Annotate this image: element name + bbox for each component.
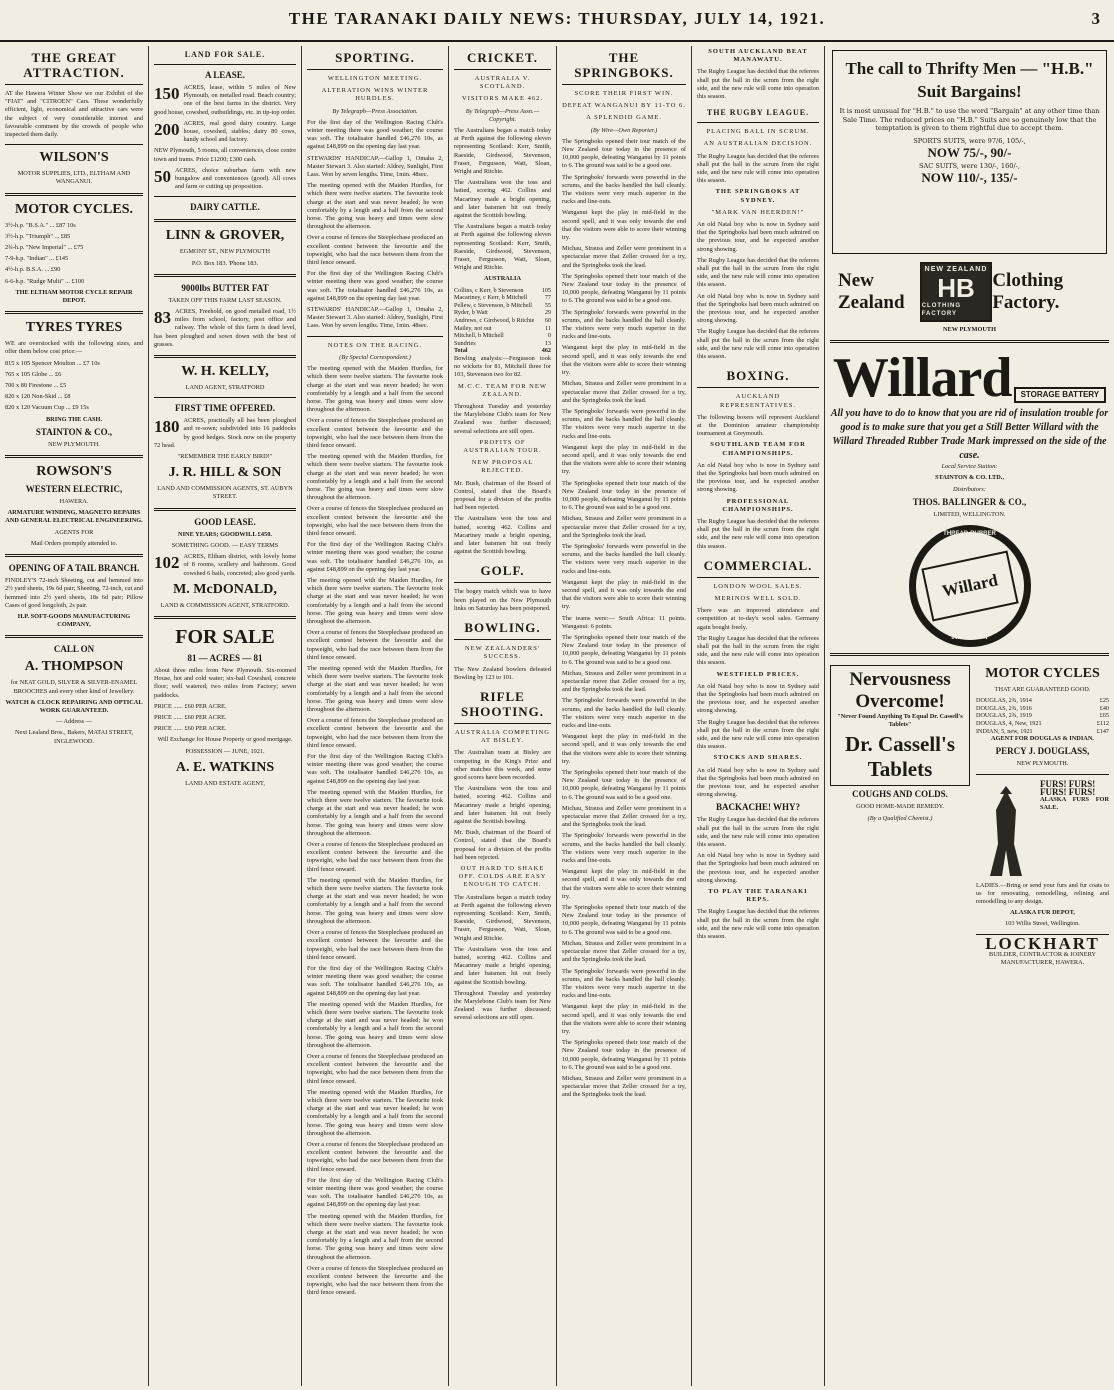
- article-body: For the first day of the Wellington Racing Club's winter meeting there was good weather; the course was soft. The totalisator handled £46,276 10s, as against £48,899 on the opening day last year.: [307, 1176, 443, 1209]
- article-body: Michau, Strauss and Zeller were prominent in a spectacular move that Zeller crossed for a try, and the Springboks took the lead.: [562, 939, 686, 964]
- article-body: For the first day of the Wellington Racing Club's winter meeting there was good weather; the course was soft. The totalisator handled £46,276 10s, as against £48,899 on the opening day last year.: [307, 964, 443, 997]
- column-springboks: [557, 46, 692, 1386]
- nz-clothing-factory-banner: [830, 258, 1109, 326]
- article-body: An old Natal boy who is now in Sydney said that the Springboks had been much admired on the previous tour, and he expected another strong showing.: [697, 852, 819, 884]
- article-body: Wanganui kept the play in mid-field in the second spell, and it was only towards the end that the visitors were able to score their winning try.: [562, 443, 686, 476]
- mark-van-heerden: "MARK VAN HEERDEN!": [711, 208, 805, 216]
- visitors-462: VISITORS MAKE 462.: [462, 95, 543, 103]
- article-body: Michau, Strauss and Zeller were prominent in a spectacular move that Zeller crossed for a try, and the Springboks took the lead.: [562, 669, 686, 694]
- clothing-factory-text: Clothing Factory.: [992, 270, 1064, 313]
- mcdonald: M. McDONALD,: [173, 581, 277, 597]
- article-body: The Australians won the toss and batted, scoring 462. Collins and Macartney made a bright opening, and later batsmen hit out freely against the Scottish bowling.: [454, 785, 551, 825]
- agent-for: AGENT FOR DOUGLAS & INDIAN.: [991, 735, 1094, 743]
- article-body: The Springboks opened their tour match of the New Zealand tour today in the presence of 10,000 people, defeating Wanganui by 11 points to 6. The ground was said to be a good one.: [562, 904, 686, 936]
- sports-suits: SPORTS SUITS, were 97/6, 105/-,: [913, 136, 1026, 145]
- article-body: The Rugby League has decided that the referees shall put the ball in the scrum from the right side, and the new rule will come into operation this season.: [697, 68, 819, 101]
- cycle-row: 3½-h.p. "Triumph" ... £85: [5, 232, 71, 240]
- auckland-reps: AUCKLAND REPRESENTATIVES.: [720, 393, 796, 409]
- guaranteed: THAT ARE GUARANTEED GOOD.: [994, 686, 1091, 694]
- linn-grover: LINN & GROVER,: [165, 228, 285, 244]
- article-body: The meeting opened with the Maiden Hurdles, for which there were twelve starters. The favourite took charge at the start and was never headed; he won comfortably by a length and a half from the second horse. The going was heavy and times were slow throughout the afternoon.: [307, 1088, 443, 1137]
- acres-81: 81 — ACRES — 81: [187, 652, 263, 663]
- bowling-text: The New Zealand bowlers defeated Bowling by 123 to 101.: [454, 665, 551, 681]
- cycle-row: 4½-h.p. B.S.A. ... £90: [5, 266, 61, 274]
- price-row: PRICE ...... £60 PER ACRE.: [154, 702, 227, 710]
- westfield-prices: WESTFIELD PRICES.: [716, 670, 800, 678]
- local-station: Local Service Station:: [941, 463, 998, 471]
- column-news-right: [692, 46, 825, 1386]
- percy-douglass: PERCY J. DOUGLASS,: [995, 746, 1090, 757]
- exchange: Will Exchange for House Property or good mortgage.: [157, 736, 293, 744]
- article-body: For the first day of the Wellington Racing Club's winter meeting there was good weather; the course was soft. The totalisator handled £46,276 10s, as against £48,899 on the opening day last year.: [307, 541, 443, 573]
- article-body: Over a course of fences the Steeplechase produced an excellent contest between the favourite and the topweight, who had the race between them from the third fence onward.: [307, 929, 443, 961]
- tyre-row: 815 x 105 Spencer Moulton ... £7 10s: [5, 359, 100, 367]
- bowling-analysis: Bowling analysis:—Fergusson took no wickets for 81, Mitchell three for 103, Stevenson two for 82.: [454, 355, 551, 379]
- article-body: The meeting opened with the Maiden Hurdles, for which there were twelve starters. The favourite took charge at the start and was never headed; he won comfortably by a length and a half from the second horse. The going was heavy and times were slow throughout the afternoon.: [307, 1212, 443, 1261]
- kelly-heading: W. H. KELLY,: [181, 364, 269, 380]
- article-body: An old Natal boy who is now in Sydney said that the Springboks had been much admired on the previous tour, and he expected another strong showing.: [697, 766, 819, 799]
- table-row: Mailey, not out 11: [454, 324, 551, 332]
- springboks-heading: THE SPRINGBOKS.: [562, 46, 686, 85]
- listing-102-acres: 102 ACRES, Eltham district, with lovely home of 8 rooms, scullery and bathroom. Good cowshed 6 bails, concreted; also good yards.: [154, 553, 296, 577]
- article-body: An old Natal boy who is now in Sydney said that the Springboks had been much admired on the previous tour, and he expected another strong showing.: [697, 292, 819, 325]
- article-body: The Springboks opened their tour match of the New Zealand tour today in the presence of 10,000 people, defeating Wanganui by 11 points to 6. The ground was said to be a good one.: [562, 1039, 686, 1071]
- page-number: 3: [1091, 9, 1100, 28]
- article-body: The Rugby League has decided that the referees shall put the ball in the scrum from the right side, and the new rule will come into operation this season.: [697, 152, 819, 185]
- article-body: The Springboks' forwards were powerful in the scrums, and the backs handled the ball cleanly. The visitors were very much superior in the rucks and line-outs.: [562, 407, 686, 440]
- article-body: The Australians began a match today at Perth against the following eleven representing Scotland: Kerr, Smith, Raeside, Girdwood, Stevenson, Fraser, Fergusson, Watt, Sloan, Wright and Ritchie.: [454, 127, 551, 176]
- butter-fat: 9000lbs BUTTER FAT: [181, 282, 269, 293]
- listing-new-plymouth: NEW Plymouth, 5 rooms, all conveniences, close centre town and trams. Price £1200; £300 cash.: [154, 147, 296, 163]
- kelly-sub: LAND AGENT, STRATFORD: [185, 384, 265, 392]
- mail-orders: Mail Orders promptly attended to.: [30, 539, 118, 547]
- lockhart: LOCKHART: [985, 933, 1100, 953]
- article-body: Michau, Strauss and Zeller were prominent in a spectacular move that Zeller crossed for a try, and the Springboks took the lead.: [562, 1074, 686, 1099]
- article-body: Mr. Bush, chairman of the Board of Control, stated that the Board's proposal for a division of the profits had been rejected.: [454, 829, 551, 861]
- furs-1: FURS! FURS!: [1040, 778, 1096, 789]
- backache: BACKACHE! WHY?: [715, 802, 801, 813]
- article-body: Over a course of fences the Steeplechase produced an excellent contest between the favourite and the topweight, who had the race between them from the third fence onward.: [307, 1140, 443, 1173]
- dairy-cattle: DAIRY CATTLE.: [190, 202, 260, 213]
- stainton-station: STAINTON & CO. LTD.,: [935, 474, 1004, 482]
- table-row: DOUGLAS, 2¾, 1914 £25: [976, 697, 1109, 705]
- article-body: The meeting opened with the Maiden Hurdles, for which there were twelve starters. The favourite took charge at the start and was never headed; he won comfortably by a length and a half from the second horse. The going was heavy and times were slow throughout the afternoon.: [307, 453, 443, 502]
- boxing-heading: BOXING.: [697, 364, 819, 388]
- motor-cycles-ad: [976, 662, 1109, 970]
- australia-scotland: AUSTRALIA V. SCOTLAND.: [474, 75, 531, 91]
- article-body: An old Natal boy who is now in Sydney said that the Springboks had been much admired on the previous tour, and he expected another strong showing.: [697, 221, 819, 253]
- splendid-game: A SPLENDID GAME.: [586, 114, 662, 122]
- wellington-meeting: WELLINGTON MEETING.: [327, 75, 423, 82]
- table-row: Mitchell, b Mitchell 0: [454, 332, 551, 340]
- article-body: The Springboks opened their tour match of the New Zealand tour today in the presence of 10,000 people, defeating Wanganui by 11 points to 6. The ground was said to be a good one.: [562, 479, 686, 512]
- boxing-text: The following boxers will represent Auckland at the Dominion amateur championship tournament at Greymouth.: [697, 413, 819, 438]
- percy-sub: NEW PLYMOUTH.: [1016, 760, 1069, 768]
- listing-81-acres: About three miles from New Plymouth. Six-roomed House, hot and cold water; six-bail Cowshed, concrete floor; well watered; two miles from Factory; seven paddocks.: [154, 666, 296, 699]
- something-good: SOMETHING GOOD. — EASY TERMS: [171, 541, 279, 549]
- willard-logo: Willard: [832, 347, 1012, 410]
- tyre-row: 765 x 105 Globe ... £6: [5, 370, 62, 378]
- article-body: STEWARDS' HANDICAP.—Gallop 1, Omaha 2, Master Stewart 3. Also started: Aldrey, Sunlight, First Lass. Won by seven lengths. Time, 1min. 48sec.: [307, 154, 443, 179]
- article-body: The Springboks opened their tour match of the New Zealand tour today in the presence of 10,000 people, defeating Wanganui by 11 points to 6. The ground was said to be a good one.: [562, 272, 686, 305]
- stocks-shares: STOCKS AND SHARES.: [713, 754, 803, 762]
- cycle-row: 6-6-h.p. "Rudge Multi" ... £100: [5, 277, 85, 285]
- table-row: DOUGLAS, 2¾, 1919 £65: [976, 712, 1109, 720]
- byline: (By Wire—Own Reporter.): [590, 126, 658, 134]
- article-body: Wanganui kept the play in mid-field in the second spell, and it was only towards the end that the visitors were able to score their winning try.: [562, 868, 686, 900]
- commercial-heading: COMMERCIAL.: [697, 554, 819, 578]
- stainton-sub: NEW PLYMOUTH.: [48, 440, 100, 448]
- willard-text: All you have to do to know that you are rid of insulation trouble for good is to make sure that you get a Still Better Willard with the Willard Threaded Rubber Trade Mark impressed on the side of the case.: [830, 408, 1109, 462]
- defeat-wanganui: DEFEAT WANGANUI BY 11-TO 6.: [562, 102, 686, 110]
- western-sub: HAWERA.: [59, 498, 89, 506]
- article-body: An old Natal boy who is now in Sydney said that the Springboks had been much admired on the previous tour, and he expected another strong showing.: [697, 461, 819, 494]
- article-body: The Springboks' forwards were powerful in the scrums, and the backs handled the ball cleanly. The visitors were very much superior in the rucks and line-outs.: [562, 542, 686, 575]
- stainton-heading: STAINTON & CO.,: [35, 426, 113, 437]
- article-body: The Springboks' forwards were powerful in the scrums, and the backs handled the ball cleanly. The visitors were very much superior in the rucks and line-outs.: [562, 832, 686, 865]
- a-lease-heading: A LEASE.: [204, 70, 246, 80]
- cycle-row: 2¾-h.p. "New Imperial" ... £75: [5, 244, 84, 252]
- tyres-text: WE are overstocked with the following sizes, and offer them below cost price:—: [5, 340, 143, 356]
- article-body: The meeting opened with the Maiden Hurdles, for which there were twelve starters. The favourite took charge at the start and was never headed; he won comfortably by a length and a half from the second horse. The going was heavy and times were slow throughout the afternoon.: [307, 1000, 443, 1049]
- article-body: The Australians began a match today at Perth against the following eleven representing Scotland: Kerr, Smith, Raeside, Girdwood, Stevenson, Fraser, Fergusson, Watt, Sloan, Wright and Ritchie.: [454, 893, 551, 942]
- chemist: (By a Qualified Chemist.): [867, 814, 933, 822]
- scorecard-table: [454, 287, 551, 355]
- article-body: The Rugby League has decided that the referees shall put the ball in the scrum from the right side, and the new rule will come into operation this season.: [697, 718, 819, 751]
- teams-text: The teams were:— South Africa: 11 points. Wanganui: 6 points.: [562, 614, 686, 630]
- south-auckland: SOUTH AUCKLAND BEAT MANAWATU.: [708, 48, 808, 64]
- article-body: The Springboks opened their tour match of the New Zealand tour today in the presence of 10,000 people, defeating Wanganui by 11 points to 6. The ground was said to be a good one.: [562, 769, 686, 801]
- article-body: Over a course of fences the Steeplechase produced an excellent contest between the favourite and the topweight, who had the race between them from the third fence onward.: [307, 717, 443, 749]
- aus-decision: AN AUSTRALIAN DECISION.: [703, 140, 813, 148]
- armature-text: ARMATURE WINDING, MAGNETO REPAIRS AND GENERAL ELECTRICAL ENGINEERING.: [5, 509, 143, 525]
- article-body: Mr. Bush, chairman of the Board of Control, stated that the Board's proposal for a division of the profits had been rejected.: [454, 479, 551, 512]
- article-body: The Australians began a match today at Perth against the following eleven representing Scotland: Kerr, Smith, Raeside, Girdwood, Stevenson, Fraser, Fergusson, Watt, Sloan, Wright and Ritchie.: [454, 223, 551, 272]
- article-body: The Springboks opened their tour match of the New Zealand tour today in the presence of 10,000 people, defeating Wanganui by 11 points to 6. The ground was said to be a good one.: [562, 137, 686, 170]
- first-time: FIRST TIME OFFERED.: [175, 403, 275, 414]
- notes-racing: NOTES ON THE RACING.: [327, 341, 423, 349]
- thread-rubber-seal-icon: THREAD-RUBBER Willard INSULATION: [909, 525, 1031, 647]
- home-remedy: GOOD HOME-MADE REMEDY.: [856, 803, 944, 811]
- agents-for: AGENTS FOR: [54, 528, 94, 536]
- lockhart-sub: BUILDER, CONTRACTOR & JOINERY MANUFACTURER, HAWERA.: [989, 950, 1096, 967]
- article-body: The meeting opened with the Maiden Hurdles, for which there were twelve starters. The favourite took charge at the start and was never headed; he won comfortably by a length and a half from the second horse. The going was heavy and times were slow throughout the afternoon.: [307, 788, 443, 837]
- column-display-ads: [825, 46, 1114, 1386]
- article-body: The Springboks' forwards were powerful in the scrums, and the backs handled the ball cleanly. The visitors were very much superior in the rucks and line-outs.: [562, 697, 686, 730]
- hb-logo: NEW ZEALAND HB CLOTHING FACTORY: [920, 262, 993, 322]
- article-body: The meeting opened with the Maiden Hurdles, for which there were twelve starters. The favourite took charge at the start and was never headed; he won comfortably by a length and a half from the second horse. The going was heavy and times were slow throughout the afternoon.: [307, 365, 443, 414]
- motor-cycles-heading: MOTOR CYCLES: [985, 666, 1100, 682]
- listing-50-acres: 50 ACRES, choice suburban farm with new bungalow and conveniences (good). All cows and farm or cutting up proposition.: [154, 166, 296, 191]
- now-price-2: NOW 110/-, 135/-: [921, 170, 1018, 186]
- watkins-sub: LAND AND ESTATE AGENT,: [185, 779, 265, 787]
- rifle-text: The Australian team at Bisley are competing in the King's Prize and other matches this week, and some good scores have been recorded.: [454, 749, 551, 781]
- storage-battery-badge: STORAGE BATTERY: [1014, 387, 1107, 403]
- taranaki-reps: TO PLAY THE TARANAKI REPS.: [708, 888, 808, 904]
- article-body: The Australians won the toss and batted, scoring 462. Collins and Macartney made a bright opening, and later batsmen hit out freely against the Scottish bowling.: [454, 945, 551, 986]
- new-zealand-text: New Zealand: [838, 270, 905, 313]
- now-price-1: NOW 75/-, 90/-: [927, 145, 1012, 161]
- opening-branch: OPENING OF A TAIL BRANCH.: [8, 563, 140, 574]
- eltham-repair-depot: THE ELTHAM MOTOR CYCLE REPAIR DEPOT.: [15, 288, 133, 305]
- column-cricket: [449, 46, 557, 1386]
- article-body: For the first day of the Wellington Racing Club's winter meeting there was good weather; the course was soft. The totalisator handled £46,276 10s, as against £48,899 on the opening day last year.: [307, 118, 443, 151]
- first-win: SCORE THEIR FIRST WIN.: [574, 90, 674, 97]
- price-row: PRICE ...... £60 PER ACRE.: [154, 725, 227, 733]
- bring-cash: BRING THE CASH.: [45, 415, 103, 423]
- byline: By Telegraph—Press Association.: [332, 107, 418, 115]
- article-body: The Springboks' forwards were powerful in the scrums, and the backs handled the ball cleanly. The visitors were very much superior in the rucks and line-outs.: [562, 308, 686, 341]
- linn-po: P.O. Box 183. 'Phone 183.: [191, 259, 259, 267]
- merinos: MERINOS WELL SOLD.: [714, 594, 802, 602]
- article-body: The Rugby League has decided that the referees shall put the ball in the scrum from the right side, and the new rule will come into operation this season.: [697, 256, 819, 289]
- column-land-for-sale: [149, 46, 302, 1386]
- thompson-sub: for NEAT GOLD, SILVER & SILVER-ENAMEL BROOCHES and every other kind of Jewellery.: [10, 679, 138, 695]
- special-correspondent: (By Special Correspondent.): [339, 353, 411, 361]
- rugby-league: THE RUGBY LEAGUE.: [697, 104, 819, 123]
- table-row: Total 462: [454, 347, 551, 355]
- new-proposal: NEW PROPOSAL REJECTED.: [471, 459, 534, 475]
- golf-heading: GOLF.: [454, 559, 551, 583]
- cycle-row: 3½-h.p. "B.S.A." ... £87 10s: [5, 221, 76, 229]
- article-body: For the first day of the Wellington Racing Club's winter meeting there was good weather; the course was soft. The totalisator handled £46,276 10s, as against £48,899 on the opening day last year.: [307, 753, 443, 785]
- london-wool: LONDON WOOL SALES.: [713, 582, 803, 590]
- headline-great-attraction: THE GREAT ATTRACTION.: [5, 46, 143, 85]
- tyre-row: 820 x 120 Vacuum Cup ... £9 15s: [5, 404, 89, 412]
- article-body: The Australians won the toss and batted, scoring 462. Collins and Macartney made a bright opening, and later batsmen hit out freely against the Scottish bowling.: [454, 179, 551, 220]
- golf-text: The bogey match which was to have been played on the New Plymouth links on Saturday has been postponed.: [454, 588, 551, 612]
- tyre-row: 700 x 80 Firestone ... £5: [5, 382, 67, 390]
- address: Next Lealand Bros., Bakers, MATAI STREET, INGLEWOOD.: [14, 729, 134, 745]
- article-body: Throughout Tuesday and yesterday the Marylebone Club's team for New Zealand was further discussed; several selections are still open.: [454, 403, 551, 435]
- article-body: Wanganui kept the play in mid-field in the second spell, and it was only towards the end that the visitors were able to score their winning try.: [562, 209, 686, 242]
- distributors: Distributors:: [953, 485, 986, 493]
- article-body: Over a course of fences the Steeplechase produced an excellent contest between the favourite and the topweight, who had the race between them from the third fence onward.: [307, 841, 443, 873]
- article-body: The meeting opened with the Maiden Hurdles, for which there were twelve starters. The favourite took charge at the start and was never headed; he won comfortably by a length and a half from the second horse. The going was heavy and times were slow throughout the afternoon.: [307, 665, 443, 714]
- tyre-row: 820 x 120 Non-Skid ... £8: [5, 393, 71, 401]
- table-row: Andrews, c Girdwood, b Ritchie 60: [454, 317, 551, 325]
- findley-text: FINDLEY'S 72-inch Sheeting, cut and hemmed into 2½ yard sheets, 19s 6d pair; Sheeting, 72-inch, cut and hemmed into 2½ yard sheets, 18s 6d pair; Pillow Cases of good longcloth, 2s pair.: [5, 577, 143, 609]
- professional-champs: PROFESSIONAL CHAMPIONSHIPS.: [722, 497, 794, 513]
- hb-text: It is most unusual for "H.B." to use the word "Bargain" at any other time than Sale Time. The reduced prices on "H.B." Suits are so genuinely low that the temptation is given to them rightful due to accept them.: [839, 107, 1100, 133]
- linn-sub: EGMONT ST., NEW PLYMOUTH: [179, 248, 271, 256]
- wilsons-subtitle: MOTOR SUPPLIES, LTD., ELTHAM AND WANGANUI.: [17, 170, 131, 186]
- hill-son: J. R. HILL & SON: [168, 465, 282, 481]
- table-row: Collins, c Kerr, b Stevenson 105: [454, 286, 551, 294]
- motor-cycles-heading: MOTOR CYCLES.: [15, 201, 133, 217]
- hb-headline: The call to Thrifty Men — "H.B.": [845, 59, 1094, 78]
- southland-team: SOUTHLAND TEAM FOR CHAMPIONSHIPS.: [710, 441, 806, 457]
- alteration: ALTERATION WINS WINTER HURDLES.: [321, 87, 429, 103]
- table-row: DOUGLAS, 2¾, 1916 £40: [976, 704, 1109, 712]
- article-body: Throughout Tuesday and yesterday the Marylebone Club's team for New Zealand was further discussed; several selections are still open.: [454, 989, 551, 1022]
- mcc-team: M.C.C. TEAM FOR NEW ZEALAND.: [458, 382, 547, 398]
- fiat-citroen-text: AT the Hawera Winter Show we our Exhibit of the "FIAT" and "CITROEN" Cars. These wonderfully efficient, light, economical and attractive cars were the subject of very considerable interest and favourable comment by the crowds of people who inspected them daily.: [5, 90, 143, 139]
- commercial-text: There was an improved attendance and competition at to-day's wool sales. Germany again bought freely.: [697, 607, 819, 631]
- listing-83-acres: 83 ACRES, Freehold, on good metalled road, 1½ miles from school, factory, post office and railway. The whole of this farm is dead level, has been ploughed and sown down with the best of grasses.: [154, 308, 296, 348]
- article-body: Over a course of fences the Steeplechase produced an excellent contest between the favourite and the topweight, who had the race between them from the third fence onward.: [307, 417, 443, 449]
- willard-ad: [830, 347, 1109, 410]
- ballinger: THOS. BALLINGER & CO.,: [912, 496, 1027, 507]
- listing-200-acres: 200 ACRES, real good dairy country. Large house, cowshed, stables; dairy 80 cows, handy school and factory.: [154, 119, 296, 144]
- springboks-sydney: THE SPRINGBOKS AT SYDNEY.: [715, 188, 801, 204]
- early-bird: "REMEMBER THE EARLY BIRD!": [177, 453, 273, 461]
- call-on: CALL ON: [53, 644, 95, 655]
- bowling-heading: BOWLING.: [454, 616, 551, 640]
- column-sporting: [302, 46, 449, 1386]
- thompson-heading: A. THOMPSON: [24, 659, 124, 675]
- furs-2: FURS! FURS!: [1040, 786, 1096, 797]
- cricket-heading: CRICKET.: [454, 46, 551, 70]
- article-body: An old Natal boy who is now in Sydney said that the Springboks had been much admired on the previous tour, and he expected another strong showing.: [697, 682, 819, 715]
- never-found: "Never Found Anything To Equal Dr. Cassell's Tablets": [837, 713, 963, 729]
- article-body: The meeting opened with the Maiden Hurdles, for which there were twelve starters. The favourite took charge at the start and was never headed; he won comfortably by a length and a half from the second horse. The going was heavy and times were slow throughout the afternoon.: [307, 182, 443, 231]
- article-body: Wanganui kept the play in mid-field in the second spell, and it was only towards the end that the visitors were able to score their winning try.: [562, 578, 686, 611]
- hp-soft-goods: H.P. SOFT-GOODS MANUFACTURING COMPANY,: [17, 612, 131, 629]
- for-sale: FOR SALE: [175, 625, 275, 648]
- watch-repair: WATCH & CLOCK REPAIRING AND OPTICAL WORK GUARANTEED.: [5, 698, 143, 714]
- nine-years: NINE YEARS; GOODWILL £450.: [178, 530, 272, 538]
- table-row: Macartney, c Kerr, b Mitchell 77: [454, 294, 551, 302]
- masthead-title: THE TARANAKI DAILY NEWS: THURSDAY, JULY 14, 1921.: [288, 9, 826, 28]
- sac-suits: SAC SUITS, were 130/-, 160/-,: [918, 161, 1021, 170]
- article-body: The Rugby League has decided that the referees shall put the ball in the scrum from the right side, and the new rule will come into operation this season.: [697, 328, 819, 361]
- dr-cassell: Dr. Cassell's Tablets: [844, 732, 956, 782]
- article-body: The Rugby League has decided that the referees shall put the ball in the scrum from the right side, and the new rule will come into operation this season.: [697, 908, 819, 941]
- colds-heading: OUT HARD TO SHAKE OFF. COLDS ARE EASY ENOUGH TO CATCH.: [458, 864, 547, 889]
- profits-tour: PROFITS OF AUSTRALIAN TOUR.: [463, 438, 542, 455]
- possession: POSSESSION — JUNE, 1921.: [185, 747, 265, 755]
- hb-suit-ad: [832, 50, 1107, 254]
- price-row: PRICE ...... £60 PER ACRE.: [154, 713, 227, 721]
- table-row: INDIAN, 5, new, 1921 £147: [976, 727, 1109, 735]
- rifle-sub: AUSTRALIA COMPETING AT BISLEY.: [454, 728, 551, 745]
- cycle-row: 7-9-h.p. "Indian" ... £145: [5, 255, 69, 263]
- hill-sub: LAND AND COMMISSION AGENTS, ST. AUBYN STREET.: [157, 485, 293, 501]
- article-body: Over a course of fences the Steeplechase produced an excellent contest between the favourite and the topweight, who had the race between them from the third fence onward.: [307, 1264, 443, 1297]
- article-body: For the first day of the Wellington Racing Club's winter meeting there was good weather; the course was soft. The totalisator handled £46,276 10s, as against £48,899 on the opening day last year.: [307, 270, 443, 302]
- sporting-heading: SPORTING.: [307, 46, 443, 70]
- article-body: STEWARDS' HANDICAP.—Gallop 1, Omaha 2, Master Stewart 3. Also started: Aldrey, Sunlight, First Lass. Won by seven lengths. Time, 1min. 48sec.: [307, 306, 443, 330]
- ballinger-sub: LIMITED, WELLINGTON.: [933, 510, 1006, 518]
- placing-ball: PLACING BALL IN SCRUM.: [706, 128, 810, 136]
- land-for-sale-heading: LAND FOR SALE.: [154, 46, 296, 65]
- article-body: The Springboks' forwards were powerful in the scrums, and the backs handled the ball cleanly. The visitors were very much superior in the rucks and line-outs.: [562, 967, 686, 1000]
- coughs-colds: COUGHS AND COLDS.: [852, 789, 948, 800]
- listing-150-acres: 150 ACRES, lease, within 5 miles of New Plymouth, on metalled road. Beach country; one of the best farms in the district. Very good house, cowshed, outbuildings, etc. in tip-top order.: [154, 84, 296, 116]
- alaska-address: 103 Willis Street, Wellington.: [1005, 920, 1080, 928]
- article-body: Wanganui kept the play in mid-field in the second spell, and it was only towards the end that the visitors were able to score their winning try.: [562, 733, 686, 765]
- article-body: Over a course of fences the Steeplechase produced an excellent contest between the favourite and the topweight, who had the race between them from the third fence onward.: [307, 1052, 443, 1085]
- table-row: Sundries 13: [454, 339, 551, 347]
- article-body: The Rugby League has decided that the referees shall put the ball in the scrum from the right side, and the new rule will come into operation this season.: [697, 634, 819, 667]
- taken-off: TAKEN OFF THIS FARM LAST SEASON.: [168, 296, 282, 304]
- article-body: Michau, Strauss and Zeller were prominent in a spectacular move that Zeller crossed for a try, and the Springboks took the lead.: [562, 380, 686, 404]
- cassell-ad: [830, 662, 970, 970]
- mcdonald-sub: LAND & COMMISSION AGENT, STRATFORD.: [160, 601, 290, 609]
- article-body: The meeting opened with the Maiden Hurdles, for which there were twelve starters. The favourite took charge at the start and was never headed; he won comfortably by a length and a half from the second horse. The going was heavy and times were slow throughout the afternoon.: [307, 876, 443, 925]
- table-row: Ryder, b Watt 29: [454, 309, 551, 317]
- hb-headline-2: Suit Bargains!: [917, 82, 1022, 101]
- listing-180-acres: 180 ACRES, practically all has been ploughed and re-sown; subdivided into 16 paddocks by good hedges. Stock now on the property 72 head.: [154, 417, 296, 449]
- fur-ad: [976, 780, 1109, 882]
- article-body: Michau, Strauss and Zeller were prominent in a spectacular move that Zeller crossed for a try, and the Springboks took the lead.: [562, 245, 686, 269]
- tyres-heading: TYRES TYRES: [25, 320, 123, 336]
- table-row: DOUGLAS, 4, New, 1921 £112: [976, 720, 1109, 727]
- cycles-table: [976, 697, 1109, 735]
- rowsons-heading: ROWSON'S: [36, 464, 112, 480]
- watkins: A. E. WATKINS: [175, 759, 275, 775]
- article-body: The meeting opened with the Maiden Hurdles, for which there were twelve starters. The favourite took charge at the start and was never headed; he won comfortably by a length and a half from the second horse. The going was heavy and times were slow throughout the afternoon.: [307, 576, 443, 625]
- article-body: Michau, Strauss and Zeller were prominent in a spectacular move that Zeller crossed for a try, and the Springboks took the lead.: [562, 804, 686, 829]
- alaska-depot: ALASKA FUR DEPOT,: [1010, 909, 1075, 917]
- article-body: The Springboks opened their tour match of the New Zealand tour today in the presence of 10,000 people, defeating Wanganui by 11 points to 6. The ground was said to be a good one.: [562, 633, 686, 666]
- article-body: Over a course of fences the Steeplechase produced an excellent contest between the favourite and the topweight, who had the race between them from the third fence onward.: [307, 505, 443, 537]
- masthead: [0, 0, 1114, 42]
- australia-table-heading: AUSTRALIA: [483, 275, 522, 283]
- fox-icon: [976, 784, 1036, 880]
- article-body: The Rugby League has decided that the referees shall put the ball in the scrum from the right side, and the new rule will come into operation this season.: [697, 816, 819, 849]
- article-body: Michau, Strauss and Zeller were prominent in a spectacular move that Zeller crossed for a try, and the Springboks took the lead.: [562, 515, 686, 539]
- article-body: Wanganui kept the play in mid-field in the second spell, and it was only towards the end that the visitors were able to score their winning try.: [562, 344, 686, 377]
- western-electric: WESTERN ELECTRIC,: [25, 484, 123, 495]
- article-body: Over a course of fences the Steeplechase produced an excellent contest between the favourite and the topweight, who had the race between them from the third fence onward.: [307, 629, 443, 661]
- byline: By Telegraph—Press Assn.—Copyright.: [465, 107, 540, 123]
- address-label: — Address —: [55, 718, 93, 726]
- nervousness-heading: Nervousness Overcome!: [849, 669, 951, 713]
- table-row: Pellew, c Stevenson, b Mitchell 55: [454, 301, 551, 309]
- ladies-text: LADIES.—Bring or send your furs and fur coats to us for renovating, remodelling, relining and remodelling to any design.: [976, 881, 1109, 905]
- article-body: The Australians won the toss and batted, scoring 462. Collins and Macartney made a bright opening, and later batsmen hit out freely against the Scottish bowling.: [454, 515, 551, 556]
- wilsons-heading: WILSON'S: [39, 150, 109, 166]
- alaska-furs: ALASKA FURS FOR SALE.: [1040, 796, 1109, 812]
- new-plymouth: NEW PLYMOUTH: [942, 326, 996, 333]
- article-body: The Springboks' forwards were powerful in the scrums, and the backs handled the ball cleanly. The visitors were very much superior in the rucks and line-outs.: [562, 173, 686, 206]
- nz-success: NEW ZEALANDERS' SUCCESS.: [464, 645, 541, 661]
- column-advertisements-left: [0, 46, 149, 1386]
- article-body: Wanganui kept the play in mid-field in the second spell, and it was only towards the end that the visitors were able to score their winning try.: [562, 1003, 686, 1035]
- rifle-heading: RIFLE SHOOTING.: [454, 685, 551, 724]
- good-lease: GOOD LEASE.: [194, 516, 256, 527]
- article-body: The Rugby League has decided that the referees shall put the ball in the scrum from the right side, and the new rule will come into operation this season.: [697, 517, 819, 550]
- article-body: Over a course of fences the Steeplechase produced an excellent contest between the favourite and the topweight, who had the race between them from the third fence onward.: [307, 234, 443, 267]
